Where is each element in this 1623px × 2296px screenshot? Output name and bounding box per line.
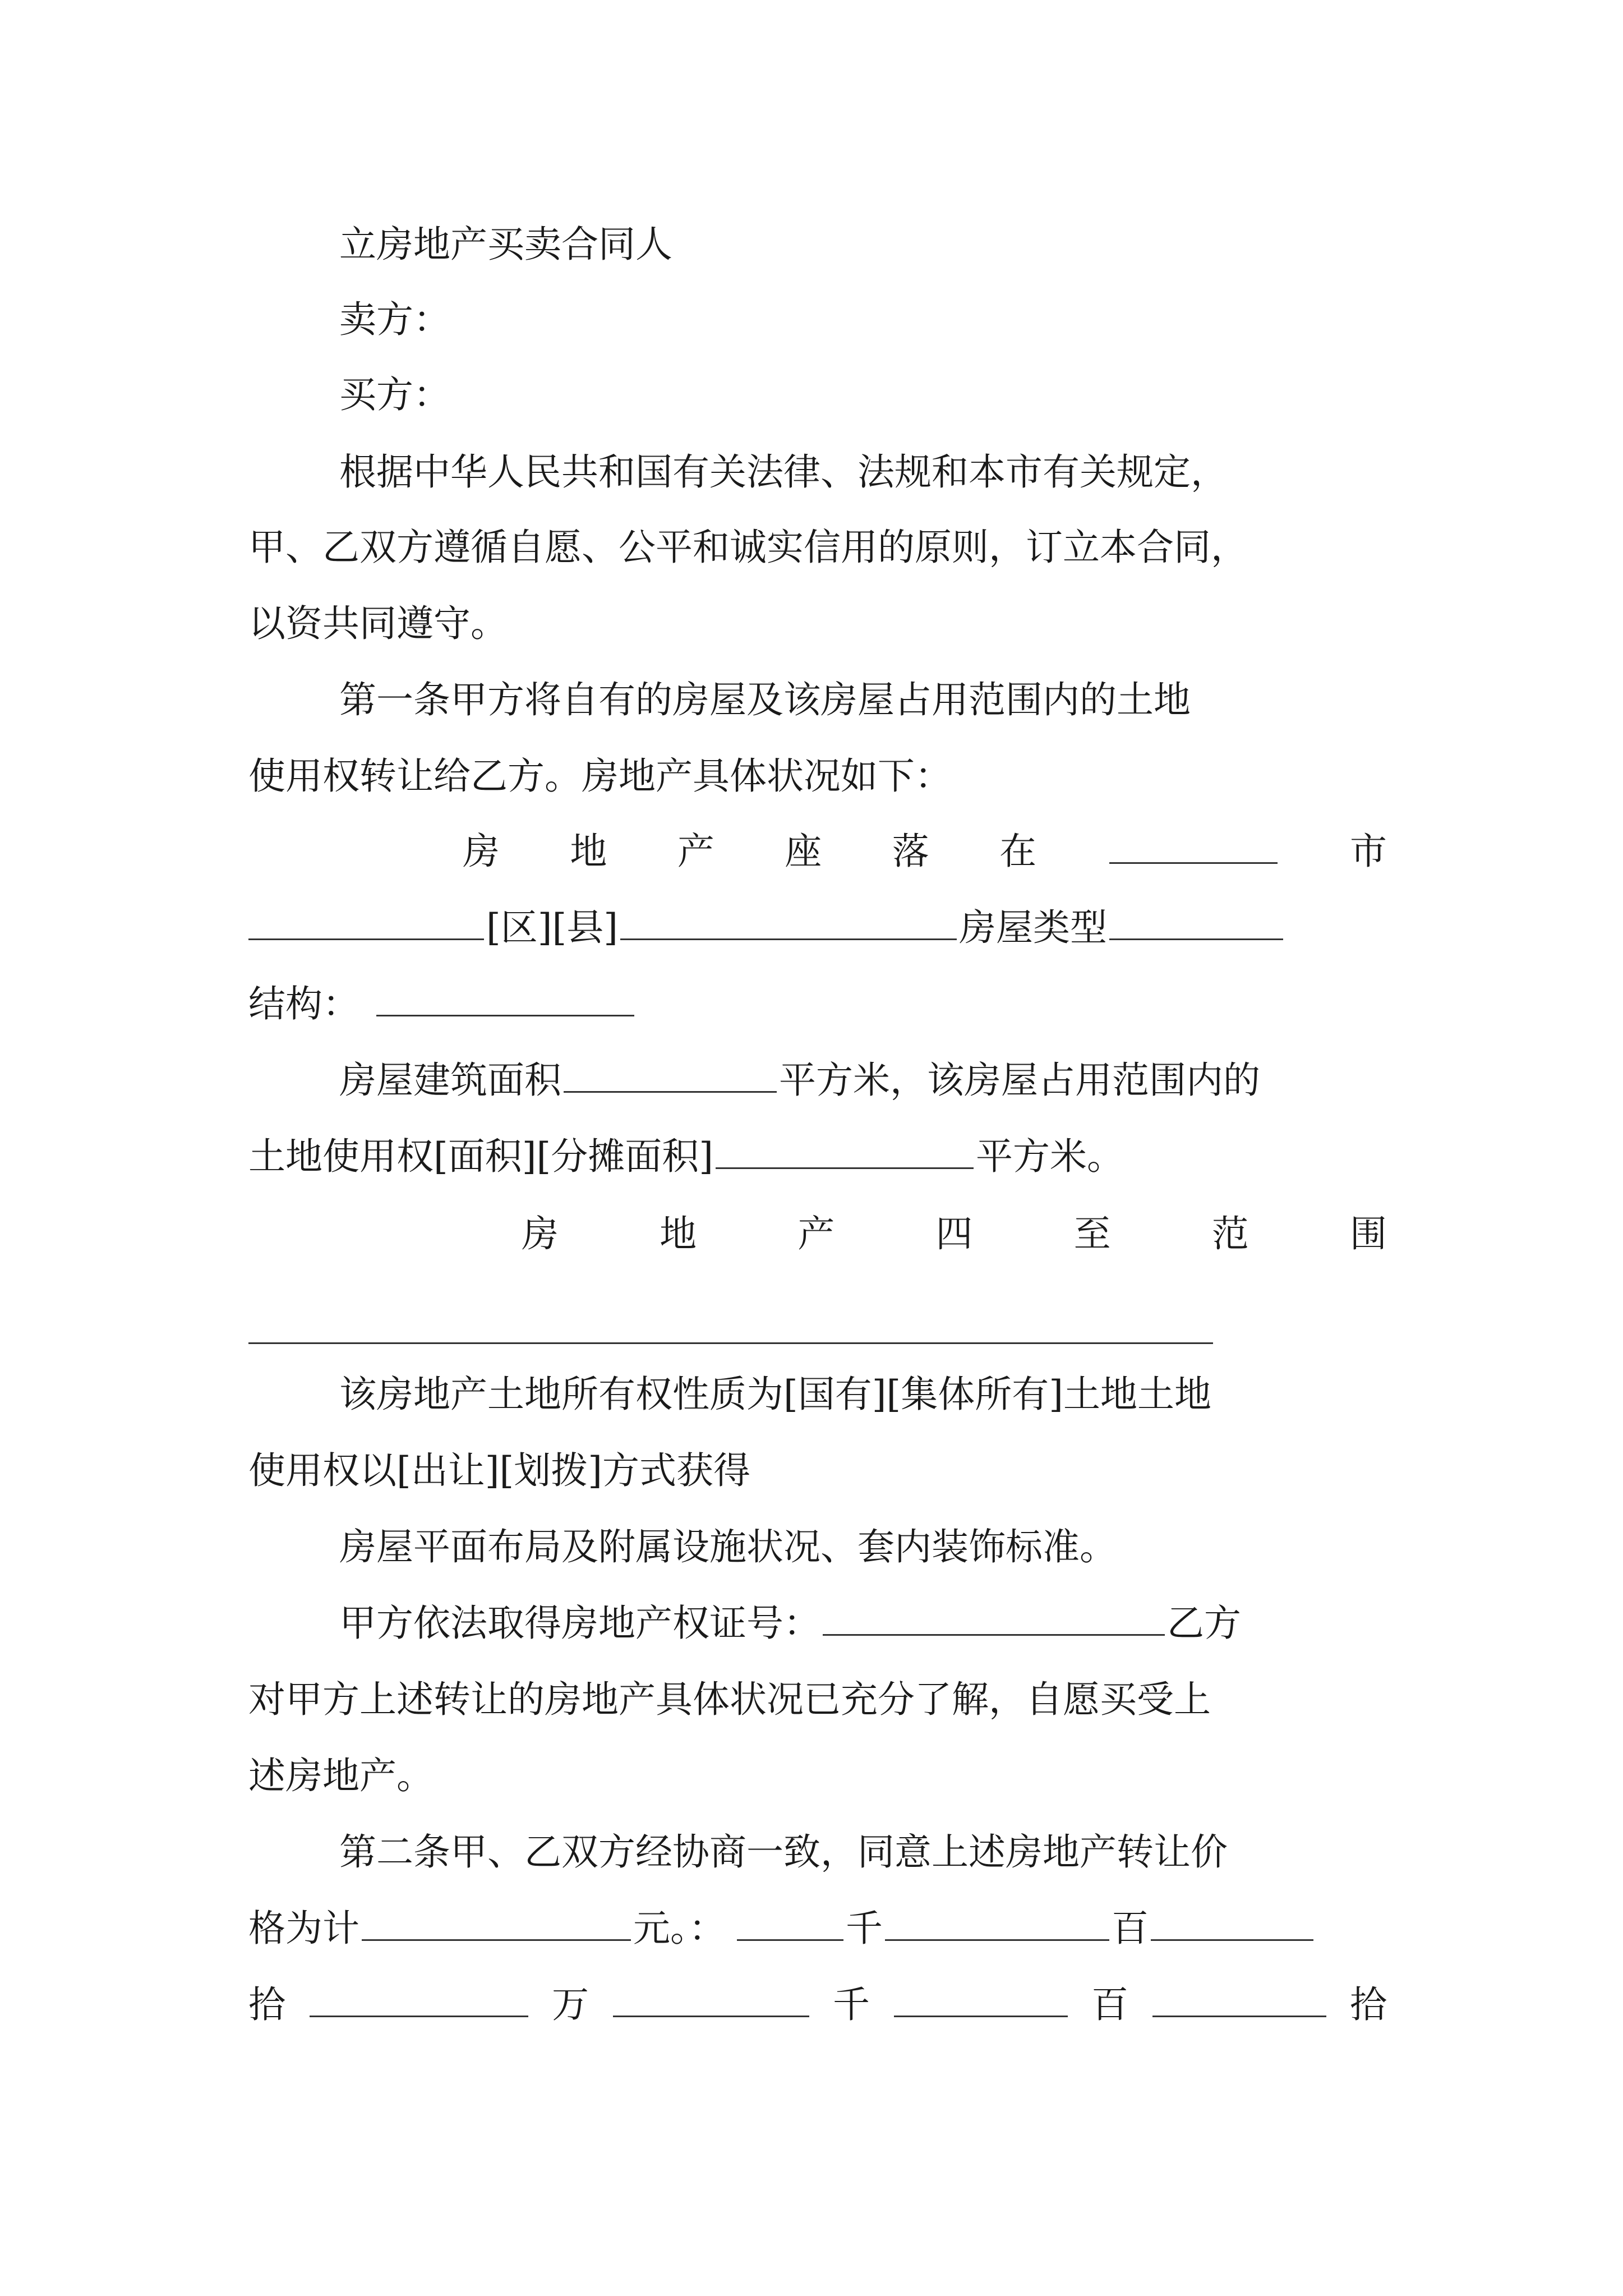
land-area-blank[interactable] [716, 1134, 974, 1169]
price-bai-label-2: 百 [1091, 1983, 1128, 2026]
house-type-label: 房屋类型 [959, 906, 1107, 949]
price-line [248, 1901, 1387, 1957]
boundary-line [522, 1206, 1387, 1262]
land-area-unit: 平方米。 [976, 1135, 1124, 1178]
price-label: 格为计 [248, 1907, 359, 1950]
land-area-label: 土地使用权[面积][分摊面积] [248, 1135, 713, 1178]
district-blank[interactable] [248, 905, 484, 940]
location-line [463, 823, 1387, 880]
boundary-char: 产 [797, 1212, 835, 1255]
price-qian-blank[interactable] [737, 1906, 843, 1941]
boundary-char: 房 [522, 1212, 559, 1255]
structure-blank[interactable] [376, 981, 634, 1016]
district-line [248, 900, 1387, 956]
price-bai-blank-2[interactable] [1152, 1982, 1326, 2017]
price-shi-label-2: 拾 [1350, 1983, 1387, 2026]
price-qian-blank-2[interactable] [894, 1982, 1068, 2017]
location-char: 座 [785, 830, 822, 873]
district-county-label: [区][县] [486, 906, 618, 949]
structure-line [248, 976, 1387, 1032]
boundary-char: 围 [1349, 1212, 1387, 1255]
boundary-char: 至 [1073, 1212, 1111, 1255]
area-unit-text: 平方米，该房屋占用范围内的 [779, 1059, 1260, 1102]
price-qian-label-2: 千 [833, 1983, 870, 2026]
location-char: 房 [463, 830, 500, 873]
price-qian-label: 千 [846, 1907, 883, 1950]
price-bai-blank[interactable] [885, 1906, 1109, 1941]
boundary-char: 范 [1211, 1212, 1249, 1255]
price-wan-label: 万 [552, 1983, 589, 2026]
area-label: 房屋建筑面积 [339, 1059, 561, 1102]
intro-line-1: 根据中华人民共和国有关法律、法规和本市有关规定， [339, 450, 1228, 494]
certificate-label: 甲方依法取得房地产权证号： [339, 1602, 820, 1645]
price-bai-label: 百 [1112, 1907, 1149, 1950]
certificate-blank[interactable] [823, 1600, 1165, 1636]
structure-label: 结构： [248, 982, 359, 1025]
article1-line-1: 第一条甲方将自有的房屋及该房屋占用范围内的土地 [339, 678, 1191, 721]
certificate-line [339, 1595, 1387, 1651]
boundary-char: 地 [660, 1212, 697, 1255]
certificate-line-2: 对甲方上述转让的房地产具体状况已充分了解，自愿买受上 [248, 1678, 1211, 1721]
intro-line-3: 以资共同遵守。 [248, 602, 508, 645]
boundary-blank[interactable] [248, 1342, 1213, 1344]
price-unit: 元。： [633, 1907, 726, 1950]
land-area-line [248, 1129, 1387, 1185]
boundary-char: 四 [935, 1212, 973, 1255]
price-wan-blank[interactable] [613, 1982, 809, 2017]
location-char: 地 [570, 830, 607, 873]
buyer-label: 买方： [339, 373, 450, 416]
area-blank[interactable] [564, 1057, 777, 1093]
location-char: 产 [677, 830, 714, 873]
ownership-line-2: 使用权以[出让][划拨]方式获得 [248, 1449, 750, 1492]
house-type-blank[interactable] [1109, 905, 1283, 940]
area-line [339, 1052, 1387, 1108]
price-digits-line [248, 1977, 1387, 2033]
layout-line: 房屋平面布局及附属设施状况、套内装饰标准。 [339, 1525, 1117, 1568]
intro-line-2: 甲、乙双方遵循自愿、公平和诚实信用的原则，订立本合同， [248, 526, 1248, 569]
seller-label: 卖方： [339, 298, 450, 341]
city-label: 市 [1349, 830, 1387, 873]
city-blank[interactable] [1109, 829, 1278, 864]
article1-line-2: 使用权转让给乙方。房地产具体状况如下： [248, 754, 952, 798]
address-blank[interactable] [620, 905, 957, 940]
location-char: 在 [999, 830, 1037, 873]
price-shi-label: 拾 [248, 1983, 285, 2026]
contract-title: 立房地产买卖合同人 [339, 223, 672, 266]
price-total-blank[interactable] [362, 1906, 631, 1941]
location-char: 落 [892, 830, 929, 873]
ownership-line-1: 该房地产土地所有权性质为[国有][集体所有]土地土地 [339, 1373, 1211, 1416]
certificate-line-3: 述房地产。 [248, 1754, 434, 1797]
price-shiwan-blank[interactable] [310, 1982, 528, 2017]
article2-line-1: 第二条甲、乙双方经协商一致，同意上述房地产转让价 [339, 1830, 1228, 1874]
price-shi-blank[interactable] [1151, 1906, 1313, 1941]
party-b-label: 乙方 [1167, 1602, 1241, 1645]
